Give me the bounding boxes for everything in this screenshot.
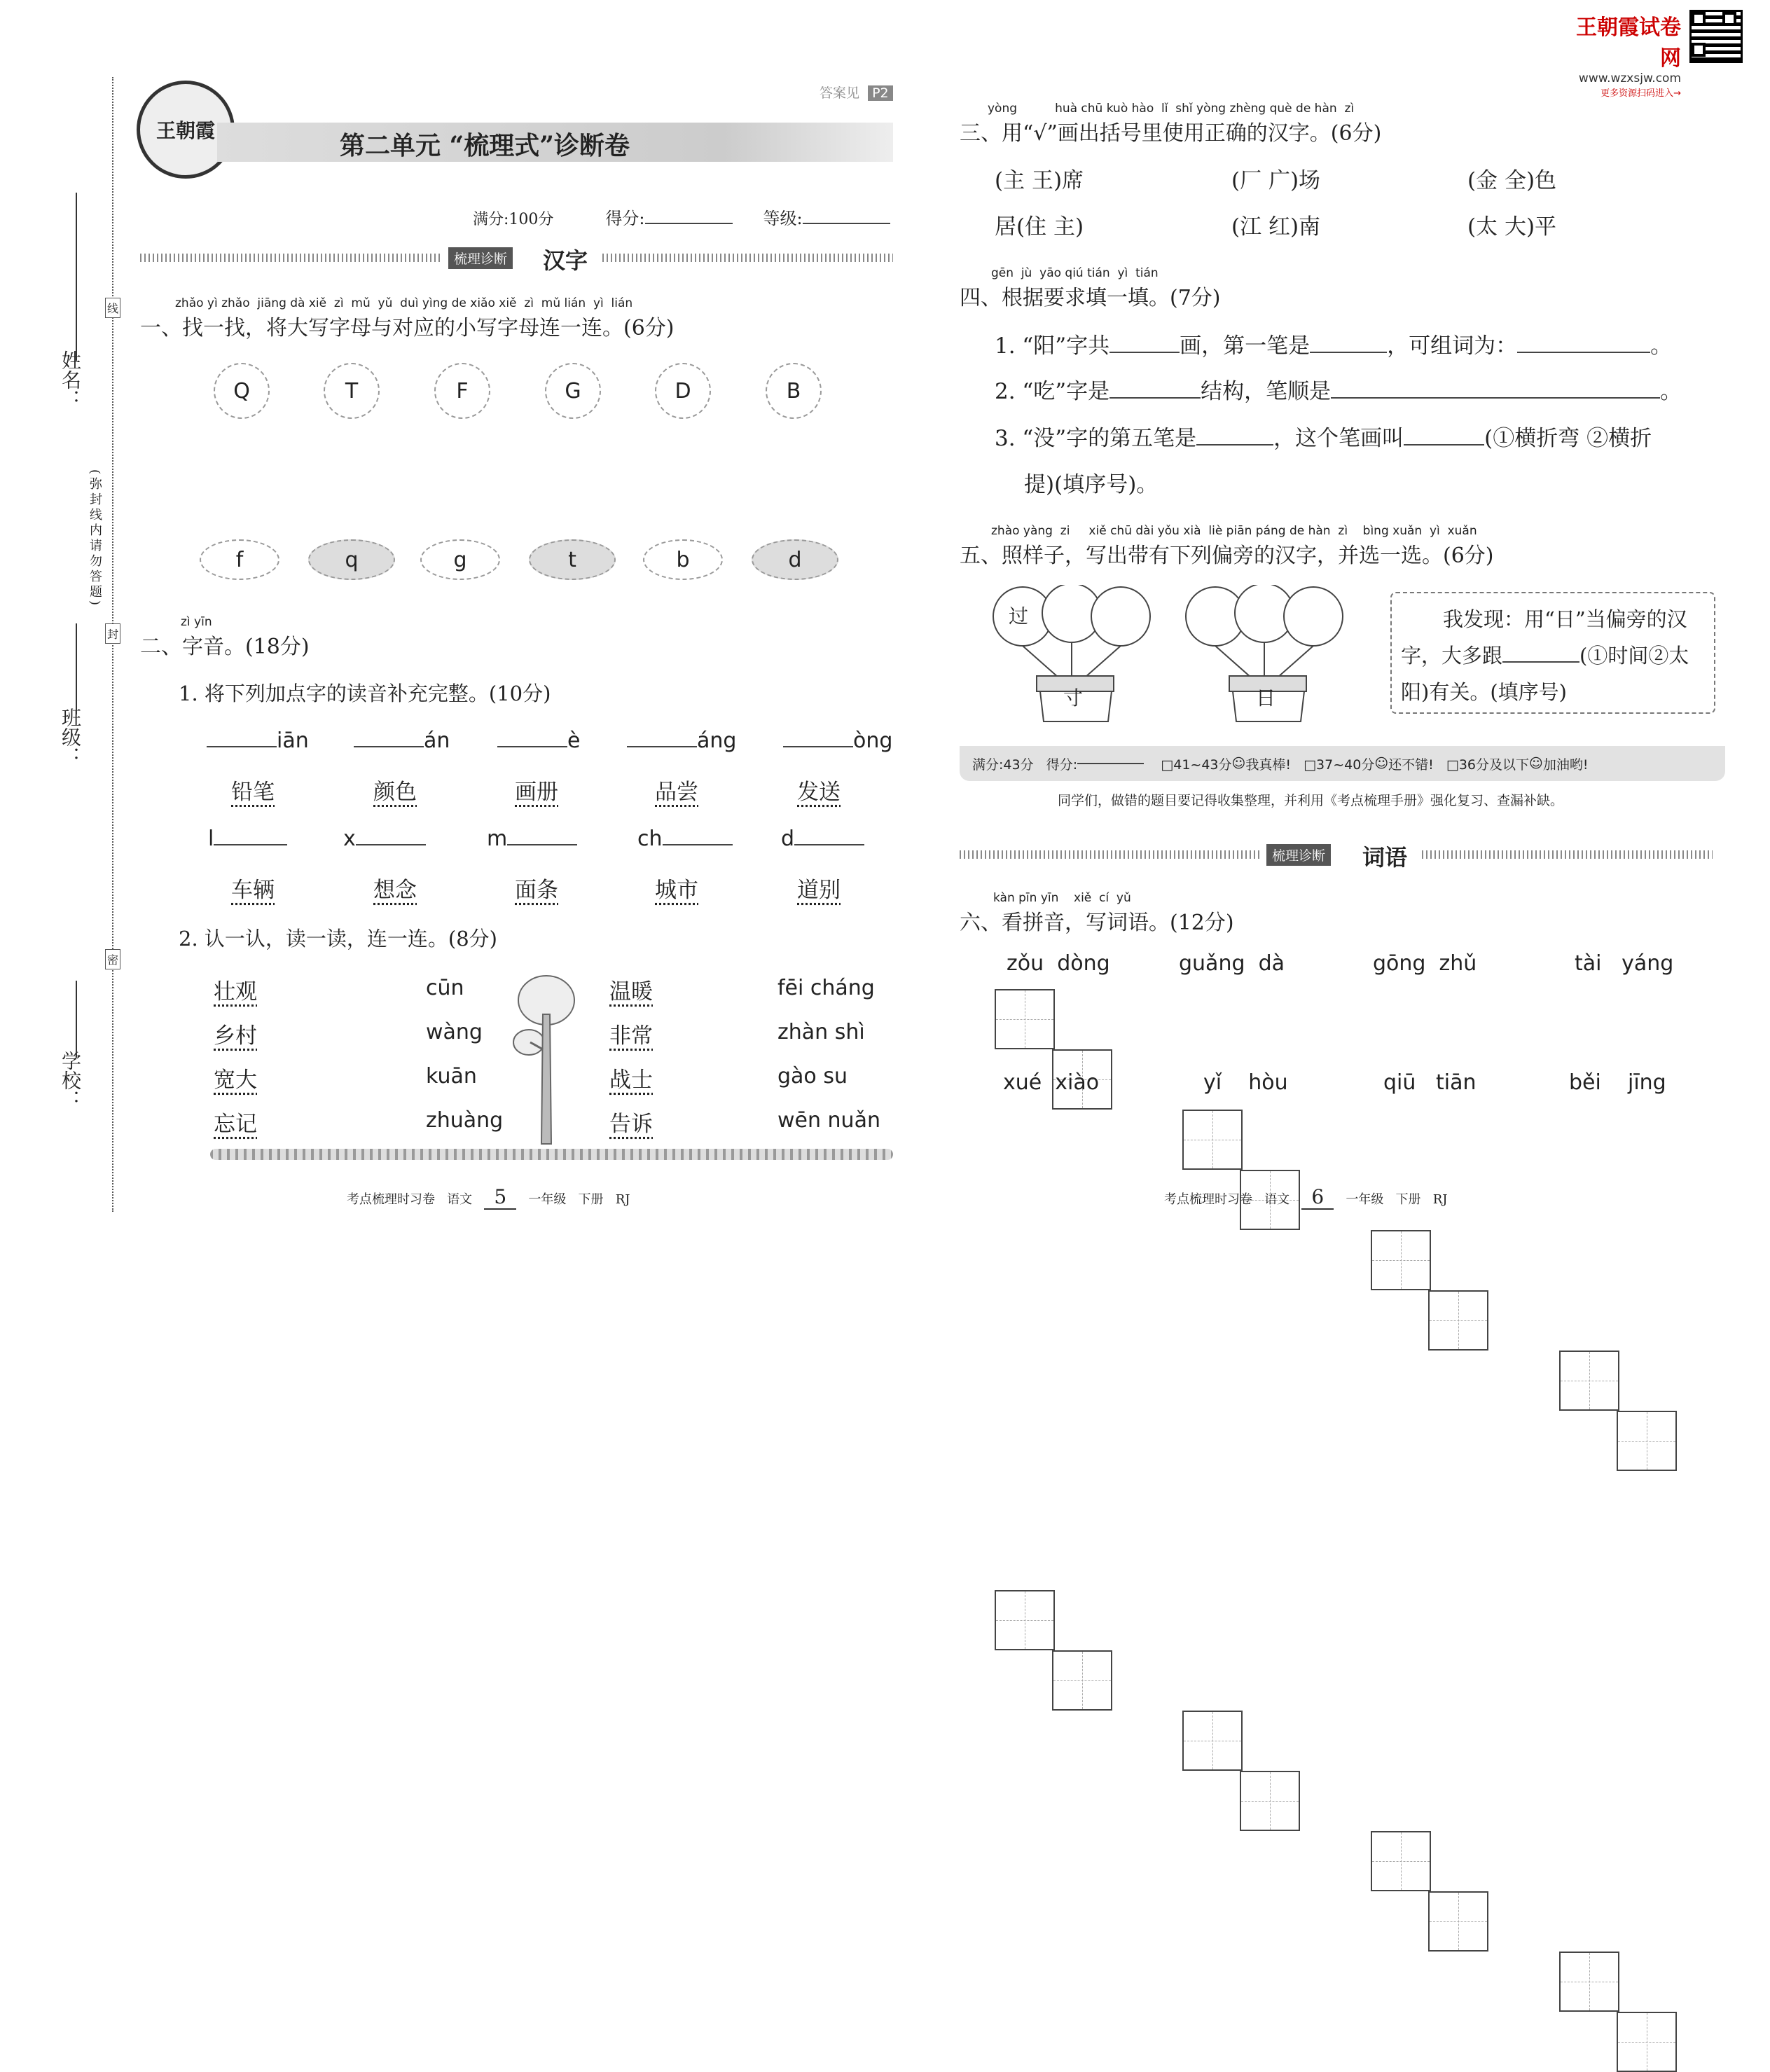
answer-ref-label: 答案见 bbox=[820, 85, 860, 101]
class-line bbox=[76, 623, 77, 714]
final-blank[interactable] bbox=[497, 728, 580, 753]
lower-letter-leaf[interactable] bbox=[752, 539, 838, 580]
match-right-pinyin[interactable]: zhàn shì bbox=[777, 1020, 865, 1044]
writing-grid[interactable] bbox=[1428, 1891, 1488, 1952]
upper-letter: B bbox=[786, 378, 801, 403]
page-number: 5 bbox=[484, 1185, 516, 1210]
match-left-pinyin[interactable]: kuān bbox=[426, 1064, 477, 1089]
q4-line-3b: 提)(填序号)。 bbox=[1024, 472, 1159, 497]
stroke-name-input[interactable] bbox=[1404, 444, 1484, 446]
initial-blank[interactable] bbox=[781, 827, 864, 851]
q4-l3c: (①横折弯 ②横折 bbox=[1484, 426, 1652, 451]
q4-pinyin: gēn jù yāo qiú tián yì tián bbox=[991, 266, 1159, 280]
tree-illustration bbox=[508, 972, 585, 1151]
lower-letter-leaf[interactable] bbox=[420, 539, 500, 580]
school-label: 学校： bbox=[59, 1051, 82, 1110]
writing-grid[interactable] bbox=[995, 1590, 1055, 1650]
footer-book: 考点梳理时习卷 bbox=[1164, 1192, 1252, 1207]
final-text: iān bbox=[277, 728, 309, 753]
section-divider-right bbox=[1422, 850, 1713, 859]
final-blank[interactable] bbox=[783, 728, 892, 753]
word-pinyin: guǎng dà bbox=[1179, 951, 1285, 976]
match-right-word[interactable]: 告诉 bbox=[609, 1112, 653, 1137]
lower-letter-leaf[interactable] bbox=[529, 539, 616, 580]
vocab-word: 颜色 bbox=[373, 780, 417, 805]
q3-title: 三、用“√”画出括号里使用正确的汉字。(6分) bbox=[960, 121, 1382, 146]
lower-letter: d bbox=[788, 547, 802, 572]
footer-grade: 一年级 bbox=[1346, 1192, 1384, 1207]
footer-grade: 一年级 bbox=[528, 1192, 567, 1207]
writing-grid[interactable] bbox=[1428, 1290, 1488, 1351]
upper-letter-circle[interactable] bbox=[324, 363, 380, 419]
upper-letter-circle[interactable] bbox=[434, 363, 490, 419]
match-right-word[interactable]: 战士 bbox=[609, 1068, 653, 1093]
match-left-word[interactable]: 乡村 bbox=[214, 1023, 257, 1049]
stroke-count-input[interactable] bbox=[1109, 352, 1180, 353]
upper-letter: G bbox=[565, 378, 581, 403]
writing-grid[interactable] bbox=[995, 989, 1055, 1049]
q6-title: 六、看拼音，写词语。(12分) bbox=[960, 911, 1234, 935]
bar-full-score: 满分:43分 bbox=[972, 757, 1034, 773]
writing-grid[interactable] bbox=[1371, 1230, 1431, 1290]
smile-icon: ☺ bbox=[1374, 756, 1389, 771]
ground-strip bbox=[210, 1149, 893, 1160]
vocab-word: 画册 bbox=[515, 780, 558, 805]
word-pinyin: yǐ hòu bbox=[1203, 1070, 1288, 1095]
match-left-word[interactable]: 壮观 bbox=[214, 979, 257, 1004]
grade-label: 等级: bbox=[763, 209, 803, 228]
final-text: áng bbox=[697, 728, 737, 753]
section-tag: 梳理诊断 bbox=[448, 247, 513, 269]
writing-grid[interactable] bbox=[1052, 1650, 1112, 1711]
stroke-order-input[interactable] bbox=[1331, 397, 1660, 399]
match-left-pinyin[interactable]: wàng bbox=[426, 1020, 483, 1044]
footer-subject: 语文 bbox=[447, 1192, 473, 1207]
initial-text: x bbox=[343, 827, 356, 851]
discovery-input[interactable] bbox=[1502, 661, 1579, 663]
initial-blank[interactable] bbox=[208, 827, 287, 851]
page-title: 第二单元 “梳理式”诊断卷 bbox=[340, 131, 630, 160]
name-line bbox=[76, 193, 77, 361]
vocab-word: 品尝 bbox=[655, 780, 698, 805]
match-right-word[interactable]: 非常 bbox=[609, 1023, 653, 1049]
lower-letter: b bbox=[676, 547, 690, 572]
match-right-pinyin[interactable]: wēn nuǎn bbox=[777, 1108, 880, 1133]
school-line bbox=[76, 981, 77, 1058]
q4-line-3 bbox=[995, 420, 1652, 452]
name-label: 姓名： bbox=[59, 350, 82, 409]
q4-line-1 bbox=[995, 328, 1672, 359]
q4-l2a: 2. “吃”字是 bbox=[995, 379, 1110, 404]
word-pinyin: qiū tiān bbox=[1383, 1070, 1477, 1095]
q4-l1d: 。 bbox=[1650, 333, 1673, 359]
q3-pinyin: yòng huà chū kuò hào lǐ shǐ yòng zhèng què de hàn zì bbox=[988, 102, 1355, 116]
q4-line-2 bbox=[995, 373, 1682, 405]
rating-text: 我真棒! bbox=[1245, 757, 1291, 773]
upper-letter: Q bbox=[233, 378, 250, 403]
choice-item[interactable]: (主 王)席 bbox=[995, 168, 1084, 193]
footer-volume: 下册 bbox=[1395, 1192, 1421, 1207]
rating-option[interactable]: □37~40分 bbox=[1304, 757, 1375, 773]
vocab-word: 城市 bbox=[655, 878, 698, 903]
basket-radical: 寸 bbox=[1063, 686, 1084, 710]
seal-mark-2: 封 bbox=[105, 623, 120, 644]
match-right-pinyin[interactable]: gào su bbox=[777, 1064, 848, 1089]
balloon-char: 过 bbox=[1009, 605, 1029, 628]
lower-letter-leaf[interactable] bbox=[308, 539, 395, 580]
vocab-word: 发送 bbox=[797, 780, 841, 805]
upper-letter-circle[interactable] bbox=[214, 363, 270, 419]
choice-item[interactable]: (金 全)色 bbox=[1467, 168, 1557, 193]
q5-title: 五、照样子，写出带有下列偏旁的汉字，并选一选。(6分) bbox=[960, 544, 1494, 568]
brand-logo bbox=[1562, 10, 1681, 99]
word-pinyin: běi jīng bbox=[1569, 1070, 1666, 1095]
upper-letter: F bbox=[456, 378, 469, 403]
vocab-word: 铅笔 bbox=[231, 780, 275, 805]
brand-url: www.wzxsjw.com bbox=[1578, 71, 1681, 85]
word-pinyin: zǒu dòng bbox=[1007, 951, 1110, 976]
writing-grid[interactable] bbox=[1240, 1771, 1300, 1831]
footer-edition: RJ bbox=[1432, 1192, 1448, 1207]
section-divider-right bbox=[602, 254, 893, 262]
discovery-options: (①时间②太阳)有关。(填序号) bbox=[1401, 644, 1689, 704]
footer-right bbox=[1164, 1185, 1447, 1208]
q4-l1b: 画，第一笔是 bbox=[1180, 333, 1311, 359]
fifth-stroke-input[interactable] bbox=[1196, 444, 1273, 446]
lower-letter: f bbox=[235, 547, 244, 572]
answer-ref bbox=[820, 83, 893, 102]
smile-icon: ☺ bbox=[1231, 756, 1246, 771]
final-text: è bbox=[567, 728, 581, 753]
q1-title: 一、找一找，将大写字母与对应的小写字母连一连。(6分) bbox=[140, 316, 675, 340]
final-blank[interactable] bbox=[207, 728, 309, 753]
section-divider-left bbox=[960, 850, 1261, 859]
rating-text: 加油哟! bbox=[1542, 757, 1589, 773]
structure-input[interactable] bbox=[1109, 397, 1201, 399]
brand-hint: 更多资源扫码进入→ bbox=[1600, 88, 1681, 99]
upper-letter-circle[interactable] bbox=[655, 363, 711, 419]
rating-text: 还不错! bbox=[1388, 757, 1434, 773]
footer-edition: RJ bbox=[615, 1192, 630, 1207]
q2-title: 二、字音。(18分) bbox=[140, 635, 310, 659]
upper-letter: T bbox=[345, 378, 359, 403]
qr-code-icon[interactable] bbox=[1689, 10, 1743, 63]
grade-input[interactable] bbox=[803, 223, 890, 224]
q2-sub1: 1. 将下列加点字的读音补充完整。(10分) bbox=[179, 682, 551, 705]
upper-letter-circle[interactable] bbox=[766, 363, 822, 419]
initial-blank[interactable] bbox=[343, 827, 426, 851]
page-number: 6 bbox=[1301, 1185, 1334, 1210]
word-pinyin: xué xiào bbox=[1003, 1070, 1100, 1095]
vocab-word: 面条 bbox=[515, 878, 558, 903]
upper-letter: D bbox=[675, 378, 691, 403]
lower-letter-leaf[interactable] bbox=[200, 539, 279, 580]
bar-score-input[interactable] bbox=[1077, 763, 1144, 764]
choice-item[interactable]: (太 大)平 bbox=[1467, 214, 1557, 240]
bar-score-label: 得分: bbox=[1046, 757, 1078, 773]
final-text: án bbox=[424, 728, 450, 753]
q4-l3a: 3. “没”字的第五笔是 bbox=[995, 426, 1197, 451]
initial-text: l bbox=[208, 827, 214, 851]
final-text: òng bbox=[853, 728, 893, 753]
initial-text: ch bbox=[637, 827, 663, 851]
match-right-word[interactable]: 温暖 bbox=[609, 979, 653, 1004]
section-tag: 梳理诊断 bbox=[1266, 844, 1331, 866]
seal-note: (弥封线内请勿答题) bbox=[88, 469, 102, 609]
section-name: 汉字 bbox=[543, 247, 588, 274]
lower-letter-leaf[interactable] bbox=[643, 539, 723, 580]
discovery-text: 我发现：用“日”当偏旁的汉字，大多跟 bbox=[1401, 607, 1687, 668]
q4-l2b: 结构，笔顺是 bbox=[1201, 379, 1332, 404]
initial-text: m bbox=[487, 827, 508, 851]
word-pinyin: tài yáng bbox=[1575, 951, 1674, 976]
lower-letter: t bbox=[568, 547, 576, 572]
q4-l2c: 。 bbox=[1660, 379, 1682, 404]
match-left-word[interactable]: 忘记 bbox=[214, 1112, 257, 1137]
section-divider-left bbox=[140, 254, 441, 262]
score-header bbox=[473, 205, 890, 229]
initial-text: d bbox=[781, 827, 795, 851]
answer-ref-page: P2 bbox=[868, 85, 893, 101]
seal-mark-3: 密 bbox=[105, 949, 120, 969]
initial-blank[interactable] bbox=[637, 827, 733, 851]
choice-item[interactable]: 居(住 主) bbox=[995, 214, 1084, 240]
smile-icon: ☺ bbox=[1529, 756, 1543, 771]
q4-l1c: ，可组词为： bbox=[1387, 333, 1518, 359]
section-score-bar bbox=[960, 746, 1725, 781]
q2-pinyin: zì yīn bbox=[181, 615, 212, 629]
full-score: 满分:100分 bbox=[473, 211, 554, 228]
writing-grid[interactable] bbox=[1182, 1711, 1243, 1771]
q6-pinyin: kàn pīn yīn xiě cí yǔ bbox=[993, 891, 1131, 905]
writing-grid[interactable] bbox=[1617, 1411, 1677, 1471]
vocab-word: 想念 bbox=[373, 878, 417, 903]
writing-grid[interactable] bbox=[1371, 1831, 1431, 1891]
word-input[interactable] bbox=[1517, 352, 1650, 353]
match-left-word[interactable]: 宽大 bbox=[214, 1068, 257, 1093]
q4-title: 四、根据要求填一填。(7分) bbox=[960, 286, 1221, 310]
rating-option[interactable]: □41~43分 bbox=[1161, 757, 1232, 773]
q2-sub2: 2. 认一认，读一读，连一连。(8分) bbox=[179, 927, 497, 951]
score-label: 得分: bbox=[605, 209, 645, 228]
q5-pinyin: zhào yàng zi xiě chū dài yǒu xià liè piān páng de hàn zì bìng xuǎn yì xuǎn bbox=[991, 524, 1477, 538]
vocab-word: 道别 bbox=[797, 878, 841, 903]
q1-pinyin: zhǎo yì zhǎo jiāng dà xiě zì mǔ yǔ duì yìng de xiǎo xiě zì mǔ lián yì lián bbox=[175, 296, 633, 310]
writing-grid[interactable] bbox=[1617, 2012, 1677, 2072]
binding-line bbox=[112, 77, 113, 1212]
tip-text: 同学们，做错的题目要记得收集整理，并利用《考点梳理手册》强化复习、查漏补缺。 bbox=[1058, 793, 1564, 808]
q4-l1a: 1. “阳”字共 bbox=[995, 333, 1110, 359]
footer-volume: 下册 bbox=[578, 1192, 604, 1207]
match-left-pinyin[interactable]: zhuàng bbox=[426, 1108, 504, 1133]
writing-grid[interactable] bbox=[1559, 1952, 1619, 2012]
rating-option[interactable]: □36分及以下 bbox=[1446, 757, 1530, 773]
lower-letter: q bbox=[345, 547, 359, 572]
seal-mark-1: 线 bbox=[105, 298, 120, 318]
choice-item[interactable]: (江 红)南 bbox=[1231, 214, 1321, 240]
discovery-note bbox=[1401, 601, 1709, 710]
match-right-pinyin[interactable]: fēi cháng bbox=[777, 976, 875, 1000]
writing-grid[interactable] bbox=[1182, 1110, 1243, 1170]
lower-letter: g bbox=[453, 547, 467, 572]
footer-subject: 语文 bbox=[1264, 1192, 1290, 1207]
choice-item[interactable]: (厂 广)场 bbox=[1231, 168, 1321, 193]
basket-radical: 日 bbox=[1256, 686, 1276, 710]
q4-l3b: ，这个笔画叫 bbox=[1273, 426, 1404, 451]
emblem-text: 王朝霞 bbox=[155, 119, 215, 142]
score-input[interactable] bbox=[645, 223, 733, 224]
word-pinyin: gōng zhǔ bbox=[1373, 951, 1477, 976]
brand-name: 王朝霞试卷网 bbox=[1576, 15, 1681, 71]
match-left-pinyin[interactable]: cūn bbox=[426, 976, 464, 1000]
vocab-word: 车辆 bbox=[231, 878, 275, 903]
writing-grid[interactable] bbox=[1559, 1351, 1619, 1411]
first-stroke-input[interactable] bbox=[1310, 352, 1387, 353]
final-blank[interactable] bbox=[627, 728, 736, 753]
footer-book: 考点梳理时习卷 bbox=[347, 1192, 435, 1207]
final-blank[interactable] bbox=[354, 728, 450, 753]
initial-blank[interactable] bbox=[487, 827, 577, 851]
section-name: 词语 bbox=[1362, 844, 1408, 871]
upper-letter-circle[interactable] bbox=[545, 363, 601, 419]
class-label: 班级： bbox=[59, 707, 82, 766]
footer-left bbox=[347, 1185, 630, 1208]
